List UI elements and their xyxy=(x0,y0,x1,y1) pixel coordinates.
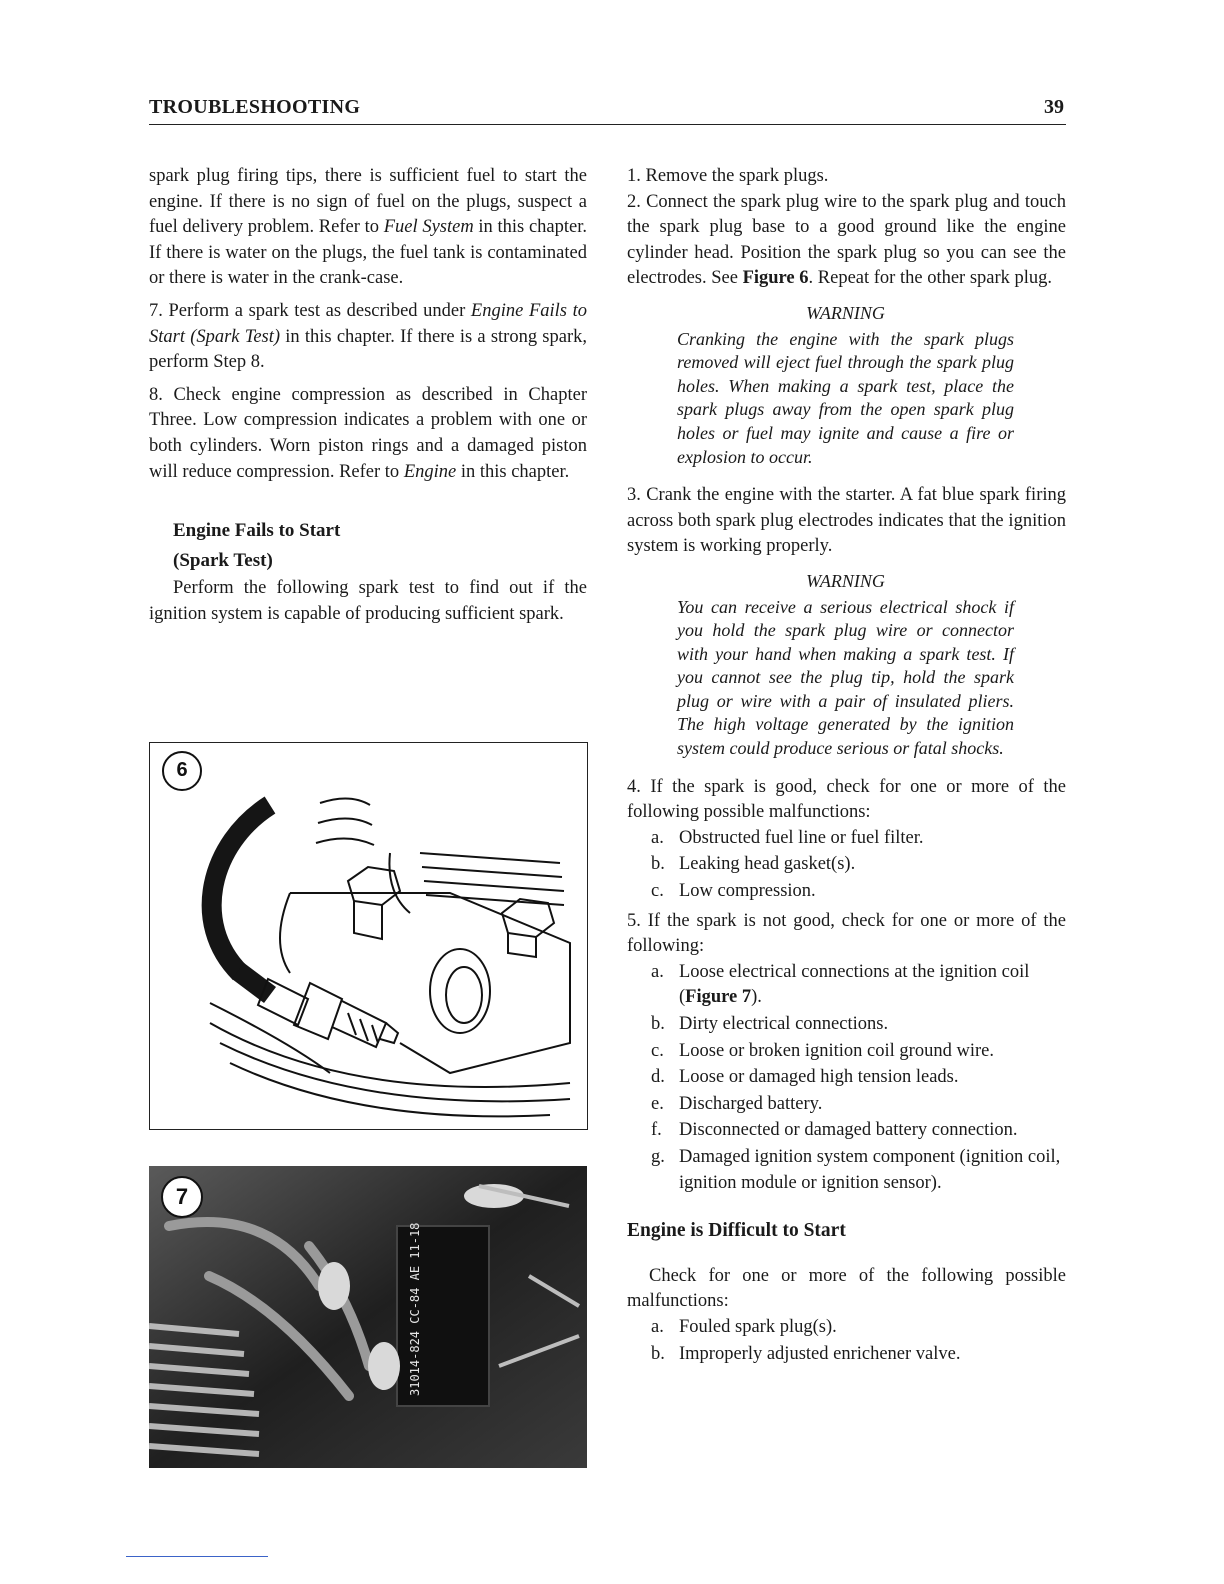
paragraph-fuel-check: spark plug firing tips, there is sufficient fuel to start the engine. If there is no sign of fuel on the plugs, suspect a fuel delivery problem. Refer to Fuel System in this chapter. If there is water on the plugs, the fuel tank is contaminated or there is water in the crank-case. xyxy=(149,166,588,289)
footer-rule xyxy=(126,1556,268,1557)
list-item: c. Low compression. xyxy=(651,881,816,902)
ignition-coil-photo xyxy=(149,1166,587,1468)
section-heading-difficult-start: Engine is Difficult to Start xyxy=(627,1220,846,1242)
warning-box-shock xyxy=(677,570,1014,761)
list-item: b. Leaking head gasket(s). xyxy=(651,854,856,875)
list-item: d. Loose or damaged high tension leads. xyxy=(651,1067,959,1088)
list-step-5 xyxy=(627,960,1066,1196)
list-item: a. Loose electrical connections at the ignition coil (Figure 7). xyxy=(651,961,1030,1008)
figure-7-ignition-coil-photo xyxy=(149,1166,587,1468)
warning-text: Cranking the engine with the spark plugs removed will eject fuel through the spark plug holes. When making a spark test, place the spark plugs away from the open spark plug holes or fuel may ignite and cause a fire or explosion to occur. xyxy=(677,328,1014,467)
paragraph-step-7: 7. Perform a spark test as described under Engine Fails to Start (Spark Test) in this chapter. If there is a strong spark, perform Step 8. xyxy=(149,300,587,373)
section-heading-engine-fails: Engine Fails to Start xyxy=(173,520,341,542)
list-item: f. Disconnected or damaged battery connection. xyxy=(651,1120,1018,1141)
list-step-4 xyxy=(627,826,1066,905)
list-difficult-start xyxy=(627,1315,1066,1367)
list-item: a. Obstructed fuel line or fuel filter. xyxy=(651,827,924,848)
step-1: 1. Remove the spark plugs. xyxy=(627,166,829,186)
paragraph-check: Check for one or more of the following possible malfunctions: xyxy=(627,1265,1066,1312)
list-item: b. Improperly adjusted enrichener valve. xyxy=(651,1343,961,1364)
coil-label-text: 31014-824 CC-84 AE 11-18 xyxy=(408,1222,422,1396)
warning-text: You can receive a serious electrical shock if you hold the spark plug wire or connector with your hand when making a spark test. If you cannot see the plug tip, hold the spark plug or wire with a pair of insulated pliers. The high voltage generated by the ignition system could produce serious or fatal shocks. xyxy=(677,596,1014,759)
list-item: b. Dirty electrical connections. xyxy=(651,1014,889,1034)
step-2: 2. Connect the spark plug wire to the spark plug and touch the spark plug base to a good ground like the engine cylinder head. Position the spark plug so you can see the electrodes. See Figure 6. Repeat for the other spark plug. xyxy=(627,191,1066,289)
list-item: g. Damaged ignition system component (ignition coil, ignition module or ignition sensor). xyxy=(651,1146,1061,1193)
list-item: e. Discharged battery. xyxy=(651,1093,823,1114)
step-5: 5. If the spark is not good, check for one or more of the following: xyxy=(627,910,1066,957)
right-column xyxy=(627,164,1066,1371)
figure-6-spark-plug-drawing xyxy=(149,742,588,1130)
warning-title: WARNING xyxy=(806,570,885,591)
warning-box-fuel xyxy=(677,302,1014,469)
paragraph-step-8: 8. Check engine compression as described in Chapter Three. Low compression indicates a problem with one or both cylinders. Worn piston rings and a damaged piston will reduce compression. Refer to Engine in this chapter. xyxy=(149,384,587,482)
list-item: c. Loose or broken ignition coil ground wire. xyxy=(651,1040,994,1061)
step-3: 3. Crank the engine with the starter. A fat blue spark firing across both spark plug electrodes indicates that the ignition system is working properly. xyxy=(627,485,1066,557)
warning-title: WARNING xyxy=(806,302,885,323)
paragraph-spark-test-intro: Perform the following spark test to find out if the ignition system is capable of producing sufficient spark. xyxy=(149,578,587,624)
page-number: 39 xyxy=(1044,96,1064,118)
running-head: TROUBLESHOOTING xyxy=(149,96,361,118)
step-4: 4. If the spark is good, check for one or more of the following possible malfunctions: xyxy=(627,776,1066,823)
left-column xyxy=(149,164,587,634)
figure-7-number: 7 xyxy=(175,1184,189,1209)
spark-plug-illustration xyxy=(150,743,587,1129)
list-item: a. Fouled spark plug(s). xyxy=(651,1316,837,1337)
page-header xyxy=(149,92,1066,125)
section-subheading-spark-test: (Spark Test) xyxy=(173,550,273,572)
figure-6-number: 6 xyxy=(176,759,188,781)
